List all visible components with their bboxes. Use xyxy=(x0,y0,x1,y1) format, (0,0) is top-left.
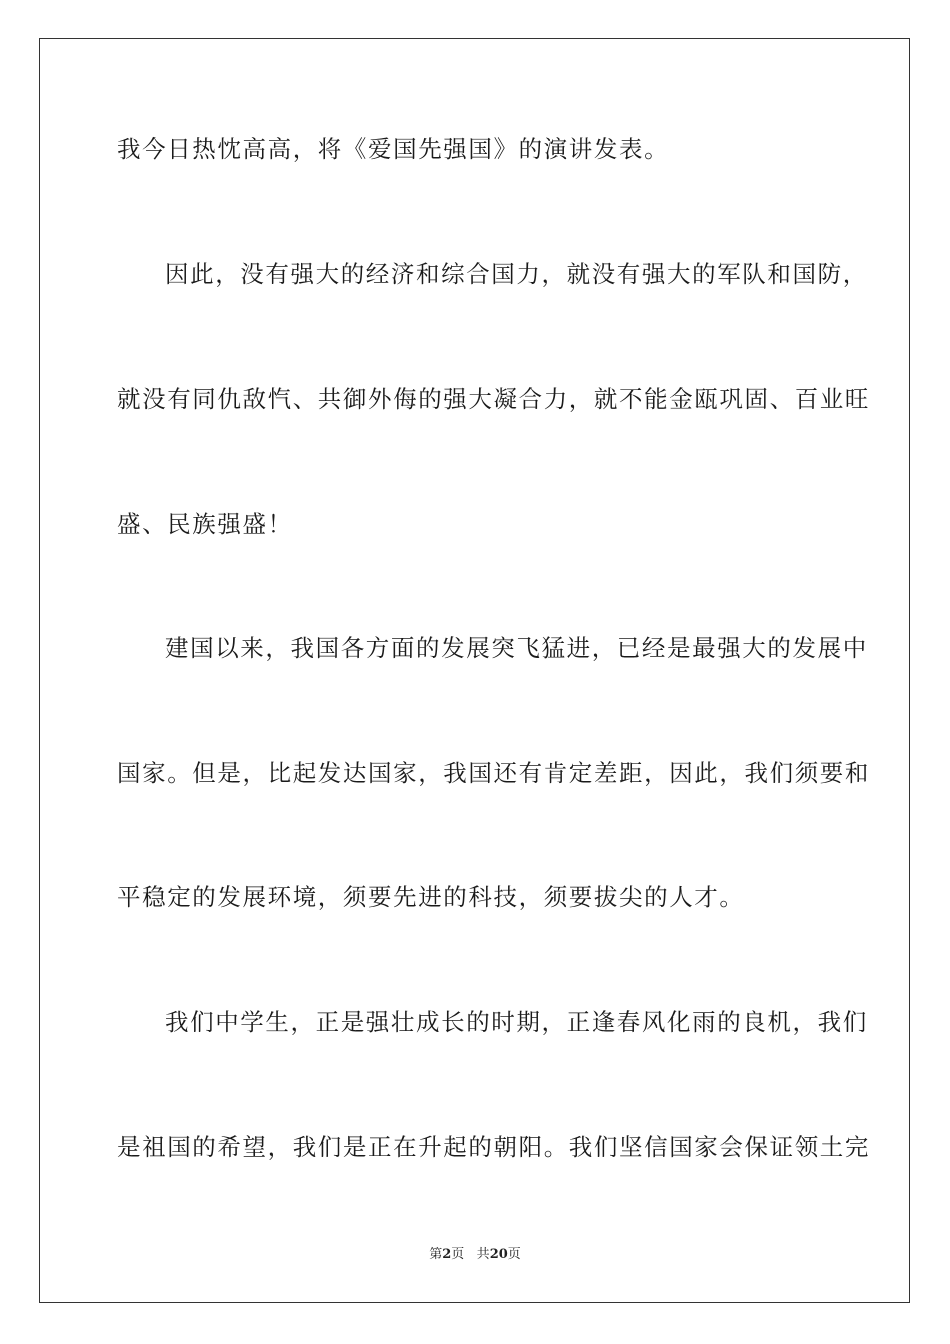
paragraph-line-4: 盛、民族强盛！ xyxy=(117,510,293,538)
paragraph-line-1: 我今日热忱高高，将《爱国先强国》的演讲发表。 xyxy=(117,135,670,163)
page-footer xyxy=(0,1246,950,1264)
paragraph-line-8: 我们中学生，正是强壮成长的时期，正逢春风化雨的良机，我们 xyxy=(165,1008,868,1036)
footer-current-page: 2 xyxy=(442,1247,452,1262)
page-border xyxy=(39,38,910,1303)
paragraph-line-7: 平稳定的发展环境，须要先进的科技，须要拔尖的人才。 xyxy=(117,883,745,911)
footer-total-suffix: 页 xyxy=(507,1247,521,1262)
paragraph-line-3: 就没有同仇敌忾、共御外侮的强大凝合力，就不能金瓯巩固、百业旺 xyxy=(117,385,870,413)
footer-total-prefix: 共 xyxy=(476,1247,490,1262)
paragraph-line-9: 是祖国的希望，我们是正在升起的朝阳。我们坚信国家会保证领土完 xyxy=(117,1133,870,1161)
paragraph-line-2: 因此，没有强大的经济和综合国力，就没有强大的军队和国防， xyxy=(165,260,868,288)
paragraph-line-6: 国家。但是，比起发达国家，我国还有肯定差距，因此，我们须要和 xyxy=(117,759,870,787)
footer-page-prefix: 第 xyxy=(429,1247,443,1262)
paragraph-line-5: 建国以来，我国各方面的发展突飞猛进，已经是最强大的发展中 xyxy=(165,634,868,662)
footer-page-suffix: 页 xyxy=(451,1247,465,1262)
footer-total-pages: 20 xyxy=(489,1247,508,1262)
